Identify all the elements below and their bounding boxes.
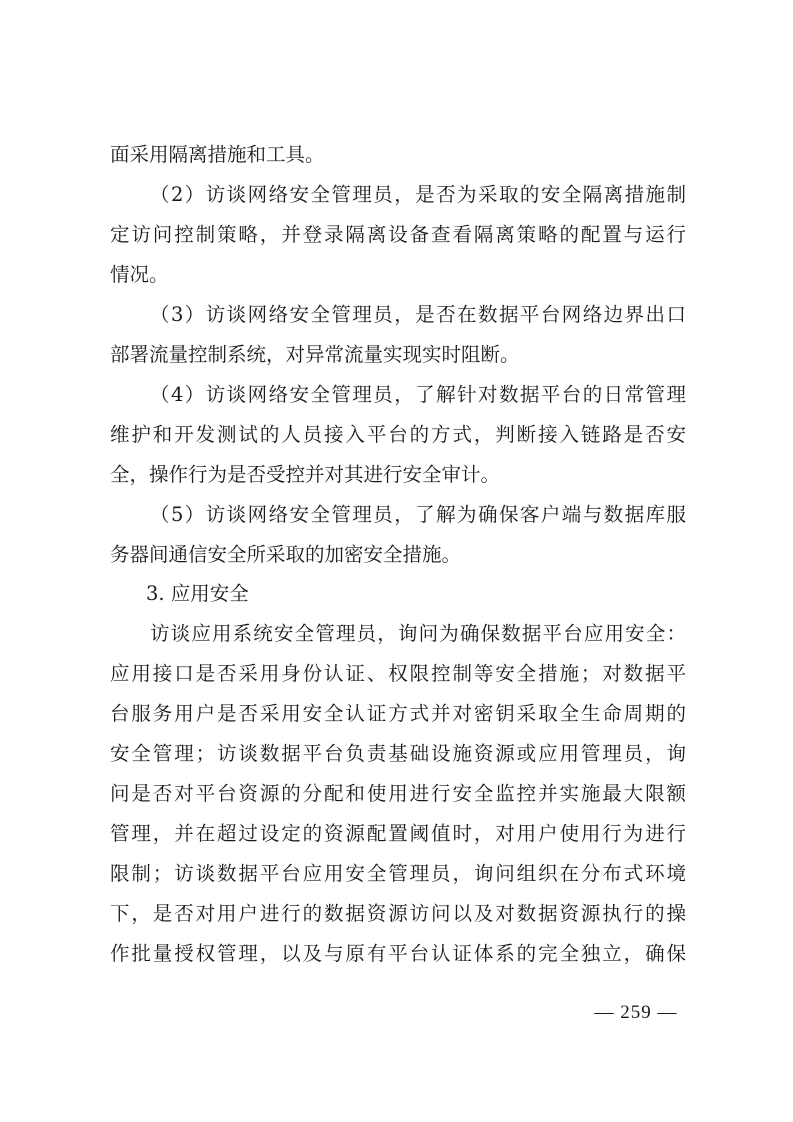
- text-line: 维护和开发测试的人员接入平台的方式，判断接入链路是否安: [110, 423, 686, 446]
- text-line: 全，操作行为是否受控并对其进行安全审计。: [110, 463, 501, 486]
- text-line: 访谈应用系统安全管理员，询问为确保数据平台应用安全：: [150, 622, 686, 645]
- text-line: 定访问控制策略，并登录隔离设备查看隔离策略的配置与运行: [110, 223, 686, 246]
- text-line: 务器间通信安全所采取的加密安全措施。: [110, 543, 462, 566]
- text-line: 部署流量控制系统，对异常流量实现实时阻断。: [110, 343, 520, 366]
- text-line: （4）访谈网络安全管理员，了解针对数据平台的日常管理: [150, 383, 686, 406]
- text-line: 限制；访谈数据平台应用安全管理员，询问组织在分布式环境: [110, 862, 686, 885]
- text-line: 作批量授权管理，以及与原有平台认证体系的完全独立，确保: [110, 942, 686, 965]
- text-line: 应用接口是否采用身份认证、权限控制等安全措施；对数据平: [110, 662, 686, 685]
- text-line: 下，是否对用户进行的数据资源访问以及对数据资源执行的操: [110, 902, 686, 925]
- text-line: 管理，并在超过设定的资源配置阈值时，对用户使用行为进行: [110, 822, 686, 845]
- text-line: 问是否对平台资源的分配和使用进行安全监控并实施最大限额: [110, 782, 686, 805]
- text-line: （2）访谈网络安全管理员，是否为采取的安全隔离措施制: [150, 183, 686, 206]
- text-line: （5）访谈网络安全管理员，了解为确保客户端与数据库服: [150, 503, 686, 526]
- text-line: 面采用隔离措施和工具。: [110, 143, 325, 166]
- text-line: 安全管理；访谈数据平台负责基础设施资源或应用管理员，询: [110, 742, 686, 765]
- text-line: 情况。: [110, 263, 169, 286]
- text-line: 台服务用户是否采用安全认证方式并对密钥采取全生命周期的: [110, 702, 686, 725]
- section-heading: 3. 应用安全: [146, 582, 249, 605]
- page-number: — 259 —: [594, 1002, 678, 1023]
- text-line: （3）访谈网络安全管理员，是否在数据平台网络边界出口: [150, 303, 686, 326]
